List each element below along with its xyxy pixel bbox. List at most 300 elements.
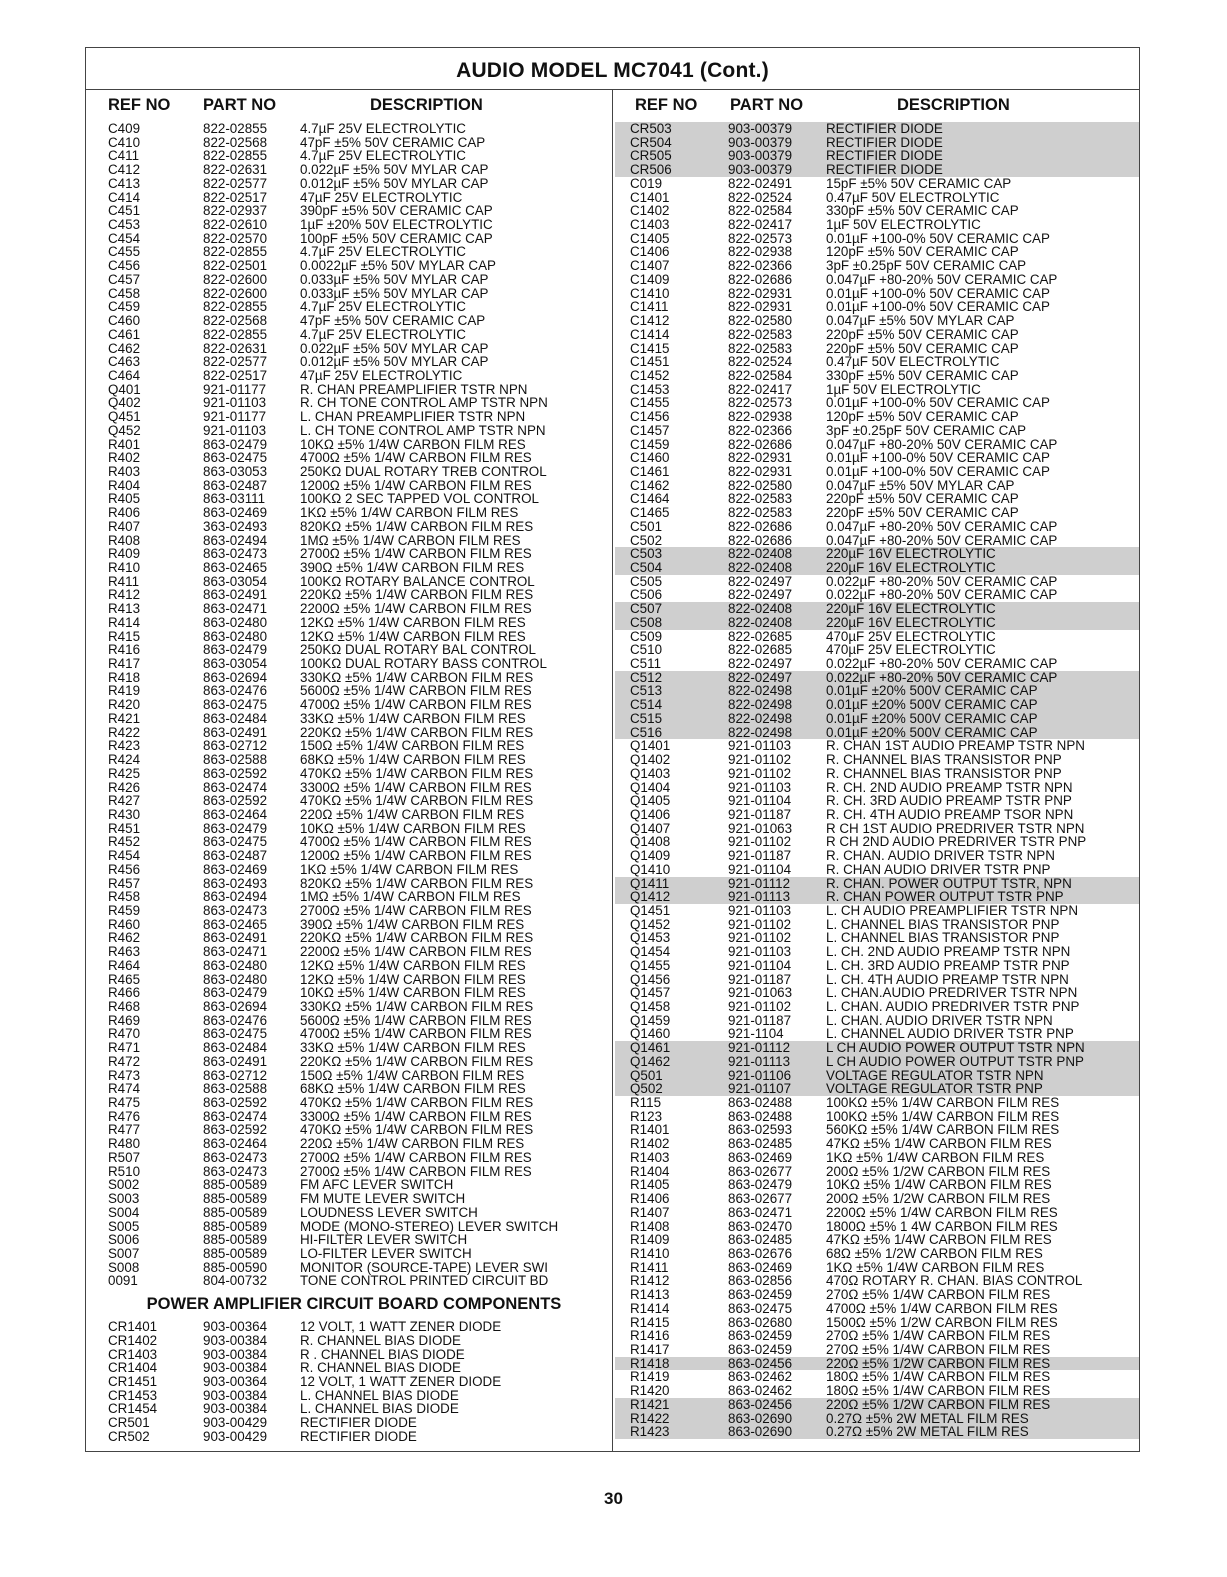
part-no: 863-02480	[203, 971, 268, 987]
ref-no: Q1451	[630, 902, 671, 918]
ref-no: Q1409	[630, 848, 671, 864]
description: 270Ω ±5% 1/4W CARBON FILM RES	[826, 1287, 1051, 1303]
table-row	[100, 1041, 608, 1055]
ref-no: R460	[108, 916, 141, 932]
ref-no: CR503	[630, 121, 672, 136]
part-no: 863-02469	[728, 1259, 793, 1275]
ref-no: C411	[108, 148, 140, 164]
ref-no: R1418	[630, 1355, 670, 1371]
ref-no: Q1462	[630, 1053, 671, 1069]
description: L. CHAN. AUDIO PREDRIVER TSTR PNP	[826, 999, 1080, 1014]
part-no: 863-02485	[728, 1136, 793, 1152]
table-row	[615, 712, 1139, 726]
ref-no: R1411	[630, 1259, 669, 1275]
part-no: 822-02497	[728, 669, 793, 685]
description: 220Ω ±5% 1/4W CARBON FILM RES	[300, 806, 525, 822]
ref-no: R451	[108, 820, 141, 836]
part-no: 822-02686	[728, 532, 793, 548]
ref-no: C410	[108, 134, 141, 150]
description: 0.01µF ±20% 500V CERAMIC CAP	[826, 697, 1038, 713]
column-divider	[612, 90, 613, 1452]
ref-no: R412	[108, 587, 141, 603]
part-no: 921-01177	[203, 381, 267, 397]
part-no: 863-02690	[728, 1410, 793, 1426]
part-no: 903-00364	[203, 1373, 268, 1389]
ref-no: R464	[108, 957, 141, 973]
ref-no: C1452	[630, 367, 670, 383]
part-no: 863-02474	[203, 1108, 268, 1124]
table-row	[615, 492, 1139, 506]
table-row	[615, 643, 1139, 657]
ref-no: R422	[108, 724, 141, 740]
ref-no: R465	[108, 971, 141, 987]
description: L. CHANNEL AUDIO DRIVER TSTR PNP	[826, 1026, 1074, 1042]
part-no: 863-02462	[728, 1383, 793, 1399]
table-row	[100, 877, 608, 891]
part-no: 822-02568	[203, 313, 268, 329]
part-no: 822-02686	[728, 271, 793, 287]
ref-no: R423	[108, 738, 141, 754]
description: R. CH TONE CONTROL AMP TSTR NPN	[300, 395, 548, 411]
table-row	[615, 671, 1139, 685]
table-row	[615, 149, 1139, 163]
table-row	[615, 794, 1139, 808]
part-no: 863-02459	[728, 1341, 793, 1357]
description: 0.01µF +100-0% 50V CERAMIC CAP	[826, 395, 1050, 411]
table-row	[615, 781, 1139, 795]
table-row	[615, 726, 1139, 740]
part-no: 863-03054	[203, 656, 268, 672]
ref-no: C1451	[630, 354, 670, 370]
description: TONE CONTROL PRINTED CIRCUIT BD	[300, 1273, 549, 1289]
table-row	[615, 1041, 1139, 1055]
table-row	[100, 657, 608, 671]
description: L. CHANNEL BIAS DIODE	[300, 1387, 459, 1403]
part-no: 921-01104	[728, 861, 792, 877]
right-header	[615, 96, 1139, 118]
part-no: 863-02592	[203, 1122, 268, 1138]
table-row	[615, 561, 1139, 575]
table-row	[100, 1096, 608, 1110]
power-amp-parts-list	[100, 1320, 608, 1443]
ref-no: C1405	[630, 230, 670, 246]
description: 330KΩ ±5% 1/4W CARBON FILM RES	[300, 999, 534, 1014]
ref-no: Q1458	[630, 999, 671, 1014]
ref-no: R1414	[630, 1300, 670, 1316]
description: RECTIFIER DIODE	[826, 148, 943, 164]
description: RECTIFIER DIODE	[826, 162, 943, 178]
description: R . CHANNEL BIAS DIODE	[300, 1346, 465, 1362]
table-row	[100, 1348, 608, 1362]
description: MODE (MONO-STEREO) LEVER SWITCH	[300, 1218, 559, 1234]
part-no: 863-02487	[203, 848, 268, 864]
ref-no: C453	[108, 217, 141, 233]
ref-no: R1415	[630, 1314, 670, 1330]
table-row	[100, 547, 608, 561]
table-row	[615, 396, 1139, 410]
part-no: 903-00379	[728, 148, 793, 164]
description: 470KΩ ±5% 1/4W CARBON FILM RES	[300, 1095, 534, 1111]
table-row	[615, 438, 1139, 452]
part-no: 822-02938	[728, 409, 793, 425]
ref-no: R404	[108, 477, 141, 493]
table-row	[100, 1206, 608, 1220]
ref-no: C1411	[630, 299, 669, 315]
table-row	[615, 753, 1139, 767]
ref-no: Q1408	[630, 834, 671, 850]
description: 3pF ±0.25pF 50V CERAMIC CAP	[826, 258, 1027, 274]
table-row	[615, 191, 1139, 205]
table-row	[100, 1055, 608, 1069]
table-row	[615, 547, 1139, 561]
ref-no: CR505	[630, 148, 672, 164]
description: 4700Ω ±5% 1/4W CARBON FILM RES	[300, 1026, 532, 1042]
ref-no: R1419	[630, 1369, 670, 1385]
description: 220pF ±5% 50V CERAMIC CAP	[826, 326, 1019, 342]
part-no: 903-00384	[203, 1332, 268, 1348]
ref-no: C515	[630, 710, 663, 726]
ref-no: C1407	[630, 258, 670, 274]
ref-no: C413	[108, 175, 141, 191]
part-no: 822-02568	[203, 134, 268, 150]
part-no: 885-00589	[203, 1191, 268, 1207]
part-no: 863-02479	[203, 642, 268, 658]
ref-no: C456	[108, 258, 141, 274]
part-no: 822-02855	[203, 148, 268, 164]
part-no: 863-02690	[728, 1424, 793, 1440]
description: R. CHANNEL BIAS TRANSISTOR PNP	[826, 752, 1062, 768]
part-no: 822-02931	[728, 450, 793, 466]
description: L CH AUDIO POWER OUTPUT TSTR NPN	[826, 1040, 1085, 1056]
table-row	[100, 794, 608, 808]
description: R. CHAN PREAMPLIFIER TSTR NPN	[300, 381, 528, 397]
part-no: 822-02417	[728, 217, 793, 233]
left-header	[100, 96, 608, 118]
description: 1µF 50V ELECTROLYTIC	[826, 217, 981, 233]
ref-no: R416	[108, 642, 141, 658]
part-no: 863-02480	[203, 614, 268, 630]
part-no: 863-02475	[203, 1026, 268, 1042]
right-column	[615, 96, 1139, 1439]
table-row	[100, 451, 608, 465]
table-row	[615, 273, 1139, 287]
ref-no: C507	[630, 601, 663, 617]
ref-no: CR1401	[108, 1319, 158, 1335]
table-row	[100, 973, 608, 987]
ref-no: Q1401	[630, 738, 671, 754]
description: 200Ω ±5% 1/2W CARBON FILM RES	[826, 1163, 1051, 1179]
part-no: 863-02469	[203, 861, 268, 877]
part-no: 822-02498	[728, 683, 793, 699]
part-no: 921-01187	[728, 848, 792, 864]
part-no: 885-00590	[203, 1259, 268, 1275]
part-no: 863-02474	[203, 779, 268, 795]
table-row	[100, 1430, 608, 1444]
ref-no: R463	[108, 944, 141, 960]
part-no: 863-02592	[203, 793, 268, 809]
part-no: 822-02497	[728, 573, 793, 589]
ref-no: C1410	[630, 285, 670, 301]
table-row	[615, 1206, 1139, 1220]
table-row	[100, 1069, 608, 1083]
part-no: 921-01107	[728, 1081, 792, 1097]
part-no: 822-02366	[728, 258, 793, 274]
ref-no: C019	[630, 175, 663, 191]
table-row	[100, 273, 608, 287]
table-row	[615, 588, 1139, 602]
table-row	[100, 438, 608, 452]
ref-no: C1456	[630, 409, 670, 425]
part-no: 921-01102	[728, 752, 792, 768]
part-no: 863-03111	[203, 491, 266, 507]
description: 0.047µF ±5% 50V MYLAR CAP	[826, 313, 1015, 329]
part-no: 921-01102	[728, 999, 792, 1014]
part-no: 822-02408	[728, 614, 793, 630]
ref-no: CR504	[630, 134, 672, 150]
ref-no: Q1406	[630, 806, 671, 822]
ref-no: 0091	[108, 1273, 138, 1289]
ref-no: Q1407	[630, 820, 671, 836]
table-row	[100, 1274, 608, 1288]
table-row	[615, 218, 1139, 232]
table-row	[100, 1361, 608, 1375]
part-no: 863-02491	[203, 587, 268, 603]
description: 12KΩ ±5% 1/4W CARBON FILM RES	[300, 957, 526, 973]
description: 2700Ω ±5% 1/4W CARBON FILM RES	[300, 1149, 532, 1165]
ref-no: R1409	[630, 1232, 670, 1248]
description: 180Ω ±5% 1/4W CARBON FILM RES	[826, 1369, 1051, 1385]
ref-no: Q1405	[630, 793, 671, 809]
ref-no: Q401	[108, 381, 141, 397]
description: R. CHANNEL BIAS DIODE	[300, 1360, 461, 1376]
part-no: 863-02487	[203, 477, 268, 493]
part-no: 863-02494	[203, 889, 268, 905]
table-row	[615, 1425, 1139, 1439]
description: 4.7µF 25V ELECTROLYTIC	[300, 148, 466, 164]
part-no: 822-02580	[728, 477, 793, 493]
description: R CH 2ND AUDIO PREDRIVER TSTR PNP	[826, 834, 1087, 850]
table-row	[100, 259, 608, 273]
table-row	[615, 849, 1139, 863]
table-row	[615, 835, 1139, 849]
part-no: 903-00364	[203, 1319, 268, 1335]
part-no: 863-02473	[203, 1163, 268, 1179]
part-no: 822-02580	[728, 313, 793, 329]
table-row	[615, 1261, 1139, 1275]
part-no: 822-02938	[728, 244, 793, 260]
table-row	[100, 616, 608, 630]
table-row	[100, 369, 608, 383]
ref-no: R405	[108, 491, 141, 507]
table-row	[100, 383, 608, 397]
description: 4700Ω ±5% 1/4W CARBON FILM RES	[826, 1300, 1058, 1316]
table-row	[615, 287, 1139, 301]
description: 150Ω ±5% 1/4W CARBON FILM RES	[300, 738, 525, 754]
ref-no: Q1455	[630, 957, 671, 973]
table-row	[615, 424, 1139, 438]
description: 0.012µF ±5% 50V MYLAR CAP	[300, 175, 489, 191]
part-no: 822-02524	[728, 189, 793, 205]
table-row	[100, 1165, 608, 1179]
part-no: 863-02464	[203, 1136, 268, 1152]
table-row	[100, 177, 608, 191]
ref-no: S004	[108, 1204, 140, 1220]
part-no: 822-02517	[203, 367, 268, 383]
description: L. CHANNEL BIAS TRANSISTOR PNP	[826, 916, 1060, 932]
part-no: 863-02471	[203, 601, 268, 617]
table-row	[615, 1123, 1139, 1137]
part-no: 863-02593	[728, 1122, 793, 1138]
description: RECTIFIER DIODE	[826, 121, 943, 136]
description: 4700Ω ±5% 1/4W CARBON FILM RES	[300, 450, 532, 466]
description: 120pF ±5% 50V CERAMIC CAP	[826, 244, 1019, 260]
description: 0.47µF 50V ELECTROLYTIC	[826, 189, 1000, 205]
table-row	[615, 300, 1139, 314]
header-ref-no: REF NO	[108, 96, 171, 114]
table-row	[615, 1233, 1139, 1247]
table-row	[100, 506, 608, 520]
part-no: 921-01103	[728, 779, 792, 795]
ref-no: C455	[108, 244, 141, 260]
table-row	[100, 1082, 608, 1096]
ref-no: C509	[630, 628, 663, 644]
description: 0.01µF ±20% 500V CERAMIC CAP	[826, 683, 1038, 699]
ref-no: Q452	[108, 422, 141, 438]
ref-no: C1412	[630, 313, 670, 329]
part-no: 822-02600	[203, 271, 268, 287]
description: LO-FILTER LEVER SWITCH	[300, 1245, 472, 1261]
description: 390Ω ±5% 1/4W CARBON FILM RES	[300, 916, 525, 932]
description: RECTIFIER DIODE	[300, 1415, 417, 1431]
table-row	[100, 1123, 608, 1137]
description: 12KΩ ±5% 1/4W CARBON FILM RES	[300, 971, 526, 987]
part-no: 863-02475	[728, 1300, 793, 1316]
table-row	[615, 1165, 1139, 1179]
part-no: 921-01104	[728, 957, 792, 973]
table-row	[100, 465, 608, 479]
description: 12 VOLT, 1 WATT ZENER DIODE	[300, 1373, 502, 1389]
description: 470KΩ ±5% 1/4W CARBON FILM RES	[300, 793, 534, 809]
ref-no: R452	[108, 834, 141, 850]
part-no: 863-02465	[203, 916, 268, 932]
part-no: 903-00429	[203, 1428, 268, 1444]
description: R CH 1ST AUDIO PREDRIVER TSTR NPN	[826, 820, 1085, 836]
part-no: 822-02855	[203, 244, 268, 260]
part-no: 822-02583	[728, 505, 793, 521]
ref-no: C459	[108, 299, 141, 315]
description: L. CH. 2ND AUDIO PREAMP TSTR NPN	[826, 944, 1071, 960]
description: 250KΩ DUAL ROTARY TREB CONTROL	[300, 463, 547, 479]
table-row	[615, 684, 1139, 698]
part-no: 863-02470	[728, 1218, 793, 1234]
table-row	[100, 1320, 608, 1334]
description: R. CHAN. POWER OUTPUT TSTR, NPN	[826, 875, 1072, 891]
description: L. CH TONE CONTROL AMP TSTR NPN	[300, 422, 546, 438]
description: 47µF 25V ELECTROLYTIC	[300, 367, 463, 383]
table-row	[100, 602, 608, 616]
table-row	[615, 602, 1139, 616]
part-no: 863-02476	[203, 683, 268, 699]
ref-no: R475	[108, 1095, 141, 1111]
part-no: 822-02498	[728, 710, 793, 726]
table-row	[100, 1220, 608, 1234]
ref-no: R456	[108, 861, 141, 877]
ref-no: S008	[108, 1259, 140, 1275]
ref-no: R408	[108, 532, 141, 548]
part-no: 863-02491	[203, 1053, 268, 1069]
table-row	[615, 1096, 1139, 1110]
ref-no: R469	[108, 1012, 141, 1028]
table-row	[615, 328, 1139, 342]
table-row	[615, 1247, 1139, 1261]
table-row	[100, 781, 608, 795]
ref-no: C1455	[630, 395, 670, 411]
part-no: 822-02491	[728, 175, 793, 191]
part-no: 863-02588	[203, 752, 268, 768]
part-no: 822-02573	[728, 230, 793, 246]
table-row	[100, 767, 608, 781]
part-no: 822-02524	[728, 354, 793, 370]
description: 220µF 16V ELECTROLYTIC	[826, 546, 996, 562]
table-row	[100, 122, 608, 136]
description: 5600Ω ±5% 1/4W CARBON FILM RES	[300, 1012, 532, 1028]
description: 0.01µF +100-0% 50V CERAMIC CAP	[826, 285, 1050, 301]
part-no: 863-02471	[728, 1204, 793, 1220]
ref-no: Q1403	[630, 765, 671, 781]
part-no: 822-02501	[203, 258, 268, 274]
description: L. CH. 3RD AUDIO PREAMP TSTR PNP	[826, 957, 1070, 973]
table-row	[100, 630, 608, 644]
part-no: 863-02475	[203, 450, 268, 466]
ref-no: R458	[108, 889, 141, 905]
description: 68Ω ±5% 1/2W CARBON FILM RES	[826, 1245, 1043, 1261]
ref-no: C1464	[630, 491, 670, 507]
part-no: 822-02685	[728, 642, 793, 658]
header-part-no: PART NO	[730, 96, 804, 114]
description: 47KΩ ±5% 1/4W CARBON FILM RES	[826, 1232, 1052, 1248]
table-row	[615, 520, 1139, 534]
description: 0.022µF +80-20% 50V CERAMIC CAP	[826, 656, 1058, 672]
ref-no: C1401	[630, 189, 670, 205]
ref-no: R454	[108, 848, 141, 864]
table-row	[100, 945, 608, 959]
table-row	[100, 1389, 608, 1403]
title-bar	[85, 47, 1140, 90]
table-row	[100, 1233, 608, 1247]
part-no: 822-02686	[728, 436, 793, 452]
description: 0.01µF ±20% 500V CERAMIC CAP	[826, 710, 1038, 726]
description: 47pF ±5% 50V CERAMIC CAP	[300, 134, 486, 150]
ref-no: R403	[108, 463, 141, 479]
part-no: 863-02456	[728, 1355, 793, 1371]
ref-no: R473	[108, 1067, 141, 1083]
description: 1KΩ ±5% 1/4W CARBON FILM RES	[826, 1259, 1045, 1275]
ref-no: R507	[108, 1149, 141, 1165]
table-row	[615, 808, 1139, 822]
description: 270Ω ±5% 1/4W CARBON FILM RES	[826, 1328, 1051, 1344]
ref-no: C516	[630, 724, 663, 740]
description: 250KΩ DUAL ROTARY BAL CONTROL	[300, 642, 536, 658]
description: 5600Ω ±5% 1/4W CARBON FILM RES	[300, 683, 532, 699]
table-row	[615, 1137, 1139, 1151]
ref-no: Q1412	[630, 889, 671, 905]
part-no: 885-00589	[203, 1204, 268, 1220]
description: 0.022µF +80-20% 50V CERAMIC CAP	[826, 669, 1058, 685]
description: 2700Ω ±5% 1/4W CARBON FILM RES	[300, 902, 532, 918]
ref-no: R1421	[630, 1396, 670, 1412]
description: 0.01µF ±20% 500V CERAMIC CAP	[826, 724, 1038, 740]
table-row	[615, 314, 1139, 328]
